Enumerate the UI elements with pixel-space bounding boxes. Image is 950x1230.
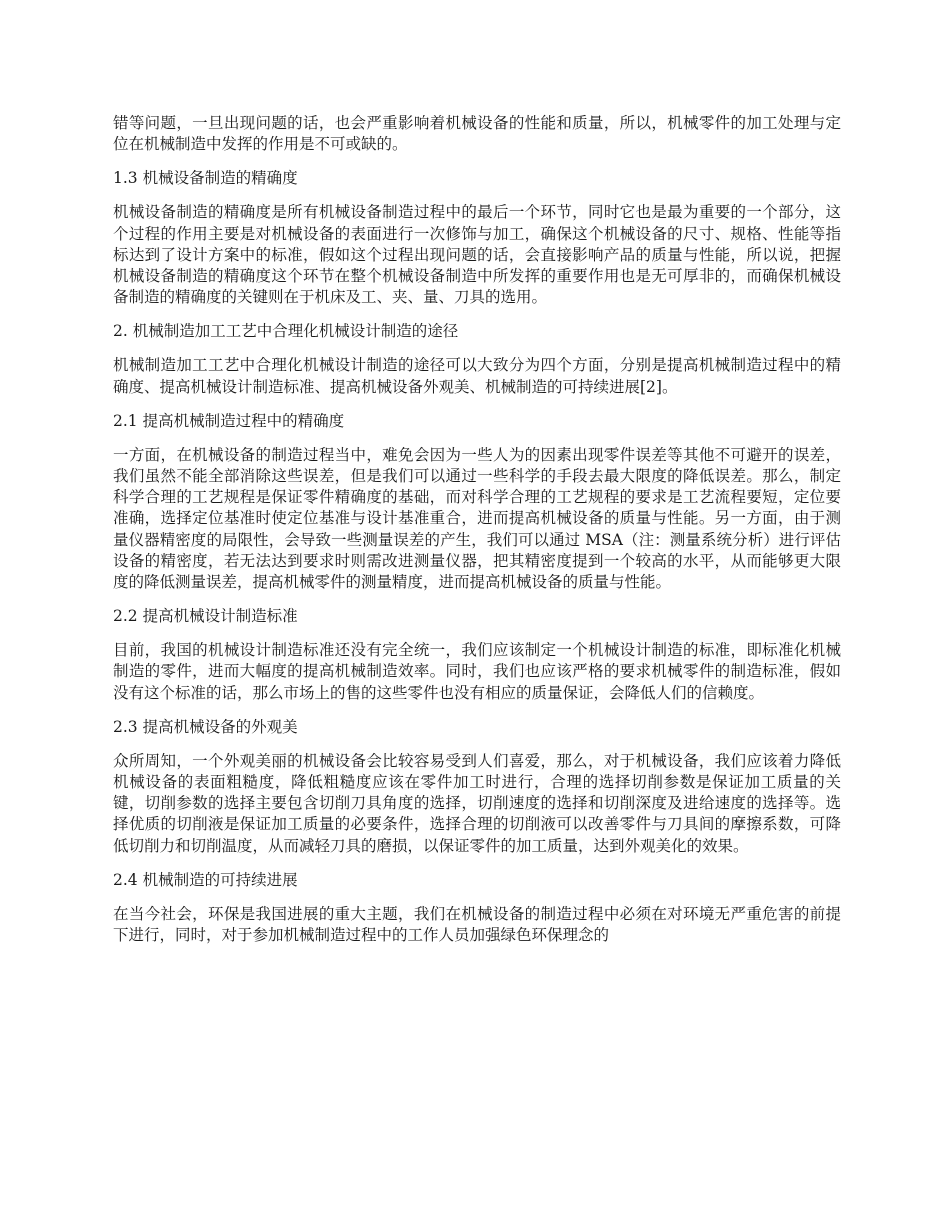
paragraph-sustainability: 在当今社会，环保是我国进展的重大主题，我们在机械设备的制造过程中必须在对环境无严重危害的前提下进行，同时，对于参加机械制造过程中的工作人员加强绿色环保理念的	[113, 904, 841, 945]
paragraph-improve-precision: 一方面，在机械设备的制造过程当中，难免会因为一些人为的因素出现零件误差等其他不可避开的误差，我们虽然不能全部消除这些误差，但是我们可以通过一些科学的手段去最大限度的降低误差。那么，制定科学合理的工艺规程是保证零件精确度的基础，而对科学合理的工艺规程的要求是工艺流程要短，定位要准确，选择定位基准时使定位基准与设计基准重合，进而提高机械设备的质量与性能。另一方面，由于测量仪器精密度的局限性，会导致一些测量误差的产生，我们可以通过 MSA（注：测量系统分析）进行评估设备的精密度，若无法达到要求时则需改进测量仪器，把其精密度提到一个较高的水平，从而能够更大限度的降低测量误差，提高机械零件的测量精度，进而提高机械设备的质量与性能。	[113, 445, 841, 592]
paragraph-approaches: 机械制造加工工艺中合理化机械设计制造的途径可以大致分为四个方面，分别是提高机械制造过程中的精确度、提高机械设计制造标准、提高机械设备外观美、机械制造的可持续进展[2]。	[113, 356, 841, 396]
section-heading-2-1: 2.1 提高机械制造过程中的精确度	[113, 411, 345, 430]
section-heading-2: 2. 机械制造加工工艺中合理化机械设计制造的途径	[113, 322, 459, 341]
section-heading-2-3: 2.3 提高机械设备的外观美	[113, 717, 298, 736]
section-heading-2-2: 2.2 提高机械设计制造标准	[113, 607, 298, 626]
section-heading-1-3: 1.3 机械设备制造的精确度	[113, 169, 298, 188]
paragraph-appearance: 众所周知，一个外观美丽的机械设备会比较容易受到人们喜爱，那么，对于机械设备，我们应该着力降低机械设备的表面粗糙度，降低粗糙度应该在零件加工时进行，合理的选择切削参数是保证加工质量的关键，切削参数的选择主要包含切削刀具角度的选择，切削速度的选择和切削深度及进给速度的选择等。选择优质的切削液是保证加工质量的必要条件，选择合理的切削液可以改善零件与刀具间的摩擦系数，可降低切削力和切削温度，从而减轻刀具的磨损，以保证零件的加工质量，达到外观美化的效果。	[113, 751, 841, 855]
paragraph-precision: 机械设备制造的精确度是所有机械设备制造过程中的最后一个环节，同时它也是最为重要的一个部分，这个过程的作用主要是对机械设备的表面进行一次修饰与加工，确保这个机械设备的尺寸、规格、性能等指标达到了设计方案中的标准，假如这个过程出现问题的话，会直接影响产品的质量与性能，所以说，把握机械设备制造的精确度这个环节在整个机械设备制造中所发挥的重要作用也是无可厚非的，而确保机械设备制造的精确度的关键则在于机床及工、夹、量、刀具的选用。	[113, 203, 841, 307]
section-heading-2-4: 2.4 机械制造的可持续进展	[113, 870, 298, 889]
paragraph-design-standards: 目前，我国的机械设计制造标准还没有完全统一，我们应该制定一个机械设计制造的标准，即标准化机械制造的零件，进而大幅度的提高机械制造效率。同时，我们也应该严格的要求机械零件的制造标准，假如没有这个标准的话，那么市场上的售的这些零件也没有相应的质量保证，会降低人们的信赖度。	[113, 641, 841, 702]
paragraph-intro-continuation: 错等问题，一旦出现问题的话，也会严重影响着机械设备的性能和质量，所以，机械零件的加工处理与定位在机械制造中发挥的作用是不可或缺的。	[113, 114, 841, 154]
document-page	[113, 113, 841, 959]
